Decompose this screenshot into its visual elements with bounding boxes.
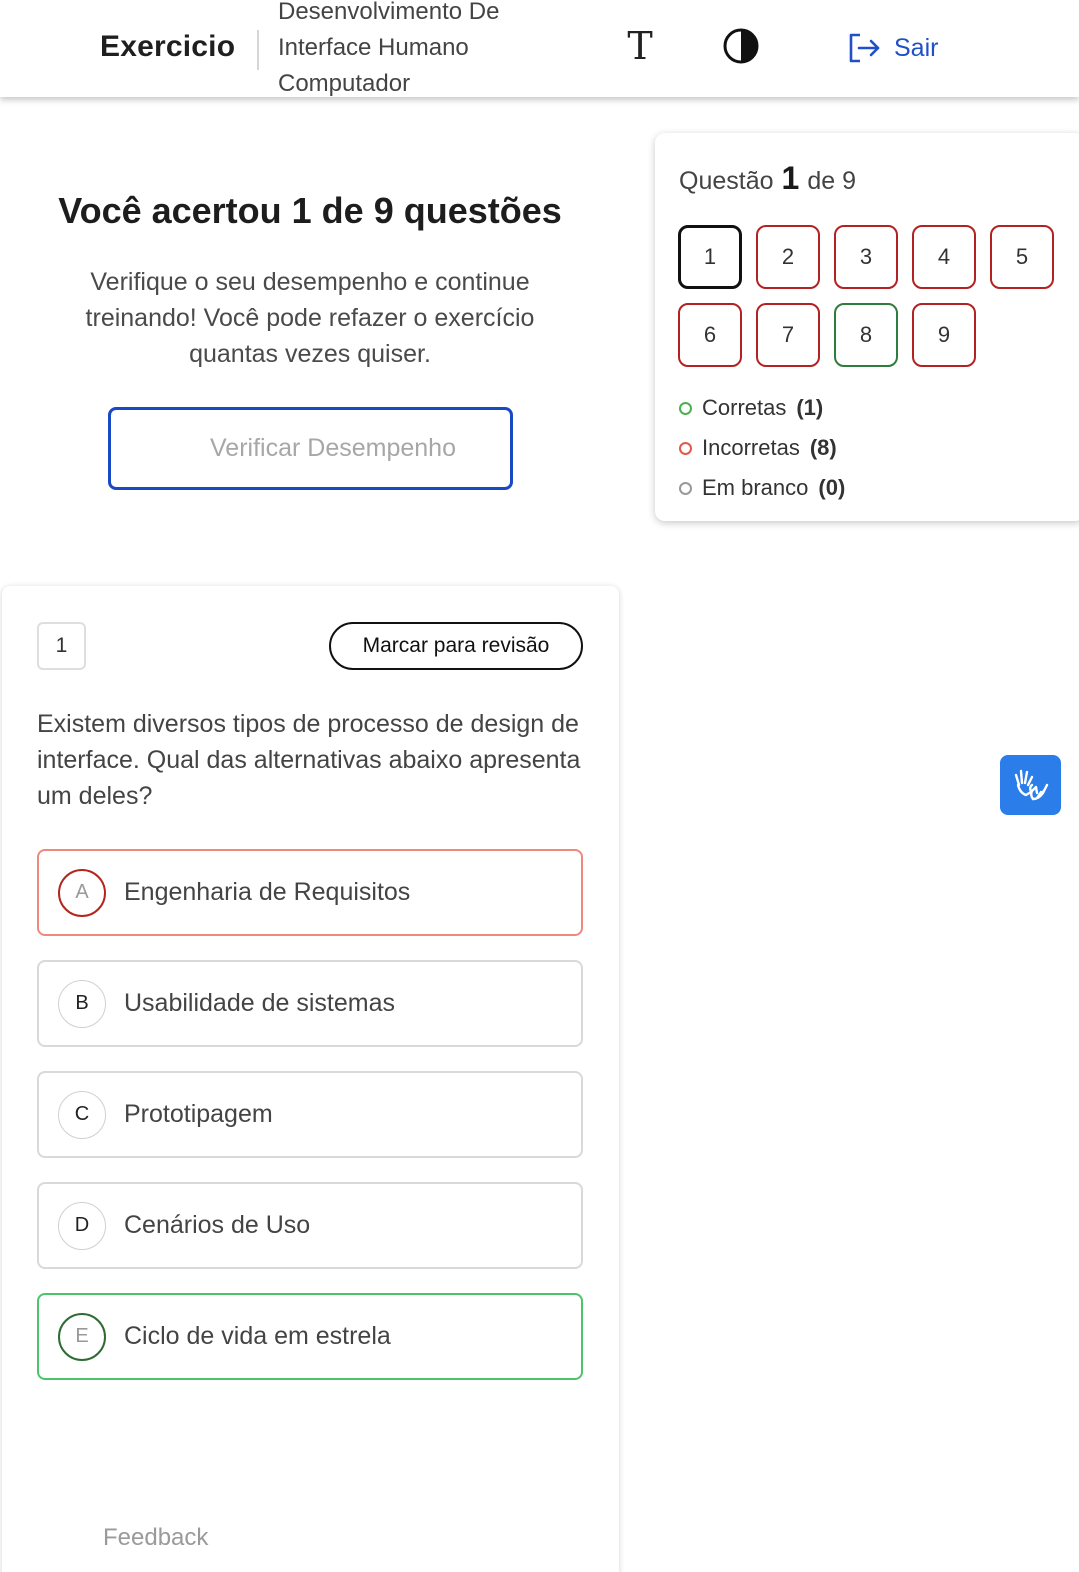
header-divider xyxy=(257,30,259,70)
legend-correct xyxy=(679,388,845,428)
sign-language-button[interactable] xyxy=(1000,755,1061,815)
option-c[interactable] xyxy=(37,1071,583,1158)
option-text: Cenários de Uso xyxy=(124,1211,311,1239)
legend-correct-label: Corretas xyxy=(702,395,787,420)
question-button-5[interactable]: 5 xyxy=(990,225,1054,289)
navigator-title xyxy=(679,160,856,197)
legend-correct-count: (1) xyxy=(796,395,824,420)
result-description: Verifique o seu desempenho e continue treinando! Você pode refazer o exercício quantas vezes quiser. xyxy=(85,268,535,368)
blank-dot-icon xyxy=(679,482,692,495)
logout-label: Sair xyxy=(894,33,939,62)
question-card xyxy=(2,586,619,1572)
question-button-8[interactable]: 8 xyxy=(834,303,898,367)
logout-button[interactable] xyxy=(846,30,938,66)
mark-for-review-button[interactable]: Marcar para revisão xyxy=(329,622,583,670)
result-title: Você acertou 1 de 9 questões xyxy=(58,190,562,231)
navigator-total: de 9 xyxy=(807,167,856,195)
option-letter: D xyxy=(58,1202,106,1250)
question-button-3[interactable]: 3 xyxy=(834,225,898,289)
top-header xyxy=(0,0,1079,97)
feedback-link[interactable]: Feedback xyxy=(103,1524,209,1551)
navigator-current: 1 xyxy=(781,160,800,196)
text-size-icon[interactable]: T xyxy=(627,24,653,68)
option-text: Engenharia de Requisitos xyxy=(124,878,411,906)
navigator-prefix: Questão xyxy=(679,167,774,195)
option-letter: E xyxy=(58,1313,106,1361)
question-navigator xyxy=(655,133,1079,521)
option-letter: A xyxy=(58,869,106,917)
question-grid xyxy=(678,225,1068,367)
legend-incorrect xyxy=(679,428,845,468)
question-button-1[interactable]: 1 xyxy=(678,225,742,289)
sign-language-hands-icon xyxy=(1011,765,1051,805)
question-button-4[interactable]: 4 xyxy=(912,225,976,289)
status-legend xyxy=(679,388,845,508)
option-letter: C xyxy=(58,1091,106,1139)
question-button-6[interactable]: 6 xyxy=(678,303,742,367)
question-button-7[interactable]: 7 xyxy=(756,303,820,367)
app-title: Exercicio xyxy=(100,30,236,63)
question-text: Existem diversos tipos de processo de design de interface. Qual das alternativas abaixo apresenta um deles? xyxy=(37,710,581,810)
question-button-2[interactable]: 2 xyxy=(756,225,820,289)
incorrect-dot-icon xyxy=(679,442,692,455)
legend-blank-label: Em branco xyxy=(702,475,809,500)
correct-dot-icon xyxy=(679,402,692,415)
option-e[interactable] xyxy=(37,1293,583,1380)
legend-blank-count: (0) xyxy=(818,475,846,500)
question-button-9[interactable]: 9 xyxy=(912,303,976,367)
option-letter: B xyxy=(58,980,106,1028)
option-b[interactable] xyxy=(37,960,583,1047)
contrast-icon[interactable] xyxy=(723,28,759,64)
option-a[interactable] xyxy=(37,849,583,936)
legend-blank xyxy=(679,468,845,508)
logout-icon xyxy=(846,30,882,66)
verify-performance-button[interactable]: Verificar Desempenho xyxy=(108,407,513,490)
option-text: Usabilidade de sistemas xyxy=(124,989,395,1017)
question-number: 1 xyxy=(37,622,86,670)
option-text: Prototipagem xyxy=(124,1100,273,1128)
course-name: Desenvolvimento De Interface Humano Computador xyxy=(278,0,500,97)
option-d[interactable] xyxy=(37,1182,583,1269)
legend-incorrect-count: (8) xyxy=(809,435,837,460)
option-text: Ciclo de vida em estrela xyxy=(124,1322,391,1350)
legend-incorrect-label: Incorretas xyxy=(702,435,800,460)
